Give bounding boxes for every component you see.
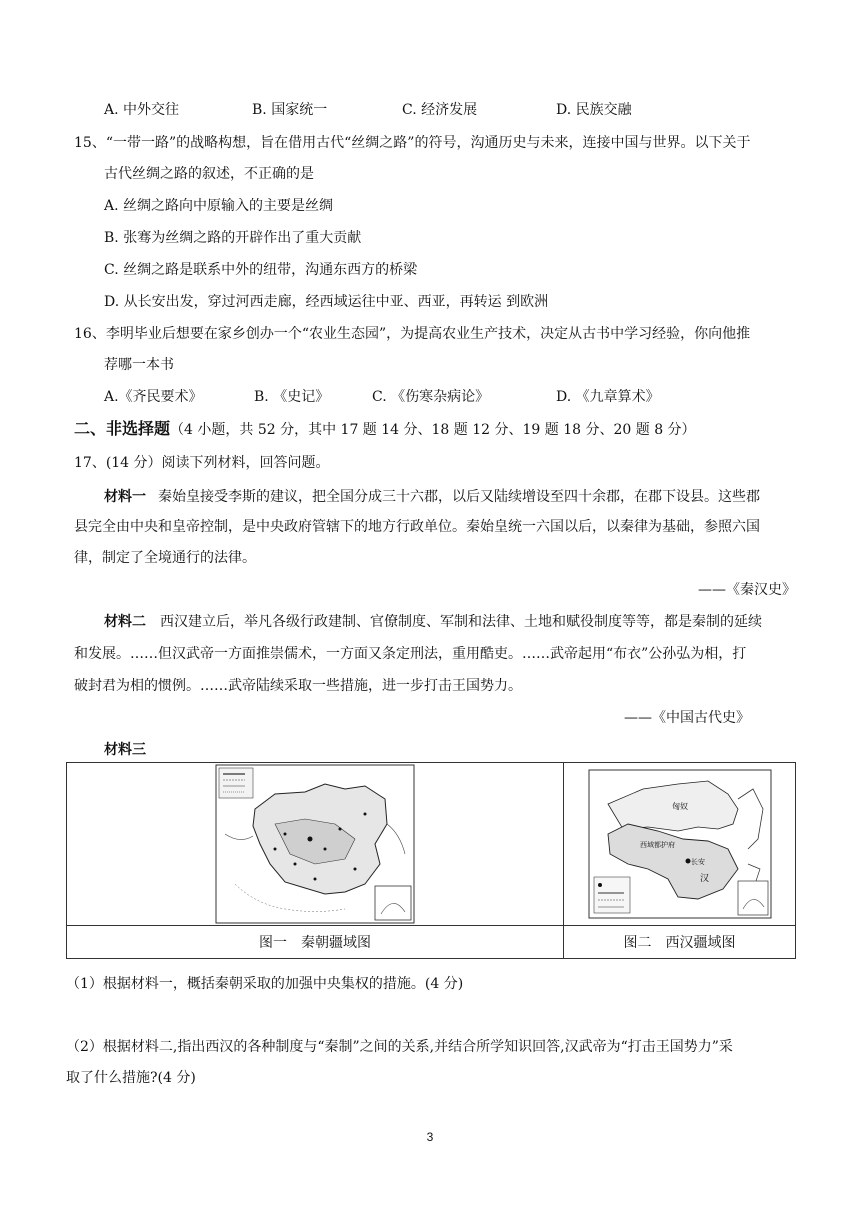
section2-title: 二、非选择题 bbox=[74, 419, 171, 438]
map2-label-xiyu: 西域都护府 bbox=[639, 841, 675, 849]
q15-option-b: B. 张骞为丝绸之路的开辟作出了重大贡献 bbox=[104, 230, 362, 246]
q14-option-b: B. 国家统一 bbox=[252, 102, 328, 118]
material2-source: ——《中国古代史》 bbox=[624, 710, 750, 726]
q17-subquestion-2-line1: （2）根据材料二,指出西汉的各种制度与“秦制”之间的关系,并结合所学知识回答,汉武帝为“打击王国势力”采 bbox=[66, 1039, 733, 1055]
western-han-territory-map-image bbox=[588, 769, 772, 919]
q15-option-d: D. 从长安出发，穿过河西走廊，经西域运往中亚、西亚，再转运 到欧洲 bbox=[104, 294, 549, 310]
q17-material1-line2: 县完全由中央和皇帝控制，是中央政府管辖下的地方行政单位。秦始皇统一六国以后，以秦律为基础，参照六国 bbox=[74, 519, 760, 535]
q17-material2-line2: 和发展。……但汉武帝一方面推崇儒术，一方面又条定刑法，重用酷吏。……武帝起用“布衣”公孙弘为相，打 bbox=[74, 646, 747, 662]
q15-stem-line1: 15、“一带一路”的战略构想，旨在借用古代“丝绸之路”的符号，沟通历史与未来，连接中国与世界。以下关于 bbox=[74, 135, 751, 151]
q15-stem-line2: 古代丝绸之路的叙述，不正确的是 bbox=[104, 166, 314, 182]
map2-label-changan: 长安 bbox=[690, 858, 705, 866]
q16-option-d: D. 《九章算术》 bbox=[556, 389, 660, 405]
q16-stem-line2: 荐哪一本书 bbox=[104, 357, 174, 373]
q14-option-d: D. 民族交融 bbox=[556, 102, 632, 118]
material1-label: 材料一 bbox=[104, 489, 146, 505]
material1-text1: 秦始皇接受李斯的建议，把全国分成三十六郡，以后又陆续增设至四十余郡，在郡下设县。这些郡 bbox=[158, 489, 760, 505]
q16-option-c: C. 《伤寒杂病论》 bbox=[372, 389, 490, 405]
q16-option-b: B. 《史记》 bbox=[254, 389, 330, 405]
q15-option-c: C. 丝绸之路是联系中外的纽带，沟通东西方的桥梁 bbox=[104, 262, 418, 278]
q17-stem: 17、(14 分）阅读下列材料，回答问题。 bbox=[74, 455, 330, 471]
q17-material1-line3: 律，制定了全境通行的法律。 bbox=[74, 550, 256, 566]
material3-map-table bbox=[66, 762, 796, 959]
map2-caption: 图二 西汉疆域图 bbox=[564, 926, 796, 959]
page-number: 3 bbox=[426, 1130, 434, 1144]
map2-label-xiongnu: 匈奴 bbox=[671, 802, 688, 811]
material3-label: 材料三 bbox=[104, 742, 146, 758]
q14-option-a: A. 中外交往 bbox=[104, 102, 180, 118]
q17-material1-line1 bbox=[104, 487, 760, 507]
q17-subquestion-2-line2: 取了什么措施?(4 分) bbox=[66, 1070, 196, 1086]
q14-option-c: C. 经济发展 bbox=[402, 102, 478, 118]
q17-material2-line1 bbox=[104, 612, 762, 632]
material1-source: ——《秦汉史》 bbox=[698, 582, 796, 598]
q17-material2-line3: 破封君为相的惯例。……武帝陆续采取一些措施，进一步打击王国势力。 bbox=[74, 678, 522, 694]
q16-option-a: A.《齐民要术》 bbox=[104, 389, 203, 405]
map2-cell bbox=[564, 763, 796, 926]
map2-label-han: 汉 bbox=[699, 874, 709, 884]
map1-cell bbox=[67, 763, 564, 926]
material2-text1: 西汉建立后，举凡各级行政建制、官僚制度、军制和法律、土地和赋役制度等等，都是秦制的延续 bbox=[160, 614, 762, 630]
section2-note: （4 小题，共 52 分，其中 17 题 14 分、18 题 12 分、19 题 18 分、20 题 8 分） bbox=[170, 422, 696, 438]
section2-heading bbox=[74, 418, 696, 441]
q15-option-a: A. 丝绸之路向中原输入的主要是丝绸 bbox=[104, 198, 334, 214]
q16-stem-line1: 16、李明毕业后想要在家乡创办一个“农业生态园”，为提高农业生产技术，决定从古书中学习经验，你向他推 bbox=[74, 326, 751, 342]
material2-label: 材料二 bbox=[104, 614, 146, 630]
qin-territory-map-image bbox=[215, 764, 415, 924]
map1-caption: 图一 秦朝疆域图 bbox=[67, 926, 564, 959]
q17-subquestion-1: （1）根据材料一，概括秦朝采取的加强中央集权的措施。(4 分) bbox=[66, 976, 464, 992]
